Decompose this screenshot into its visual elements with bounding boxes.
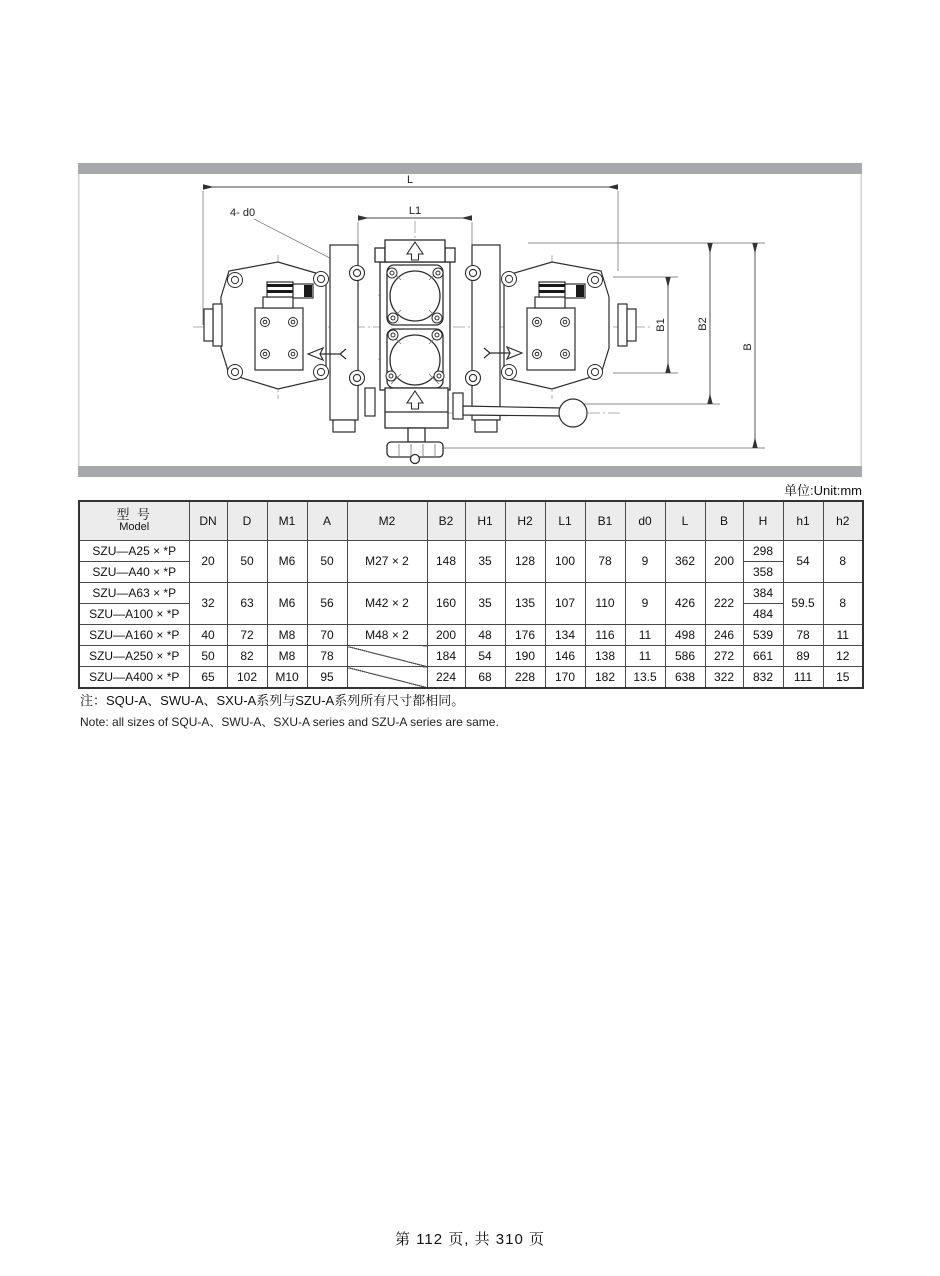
frame-top-bar	[78, 163, 862, 174]
table-row	[79, 583, 863, 604]
table-cell: 362	[665, 541, 705, 583]
col-header-h1: H1	[465, 501, 505, 541]
table-cell: 63	[227, 583, 267, 625]
dim-label-4d0: 4- d0	[230, 207, 256, 219]
table-cell: 200	[705, 541, 743, 583]
unit-label: 单位:Unit:mm	[783, 483, 862, 498]
page-number-footer: 第 112 页, 共 310 页	[395, 1231, 545, 1248]
table-cell: 224	[427, 667, 465, 689]
col-header-b2: B2	[427, 501, 465, 541]
table-cell: 135	[505, 583, 545, 625]
table-cell: 190	[505, 646, 545, 667]
table-cell: 8	[823, 583, 863, 625]
table-cell: 35	[465, 541, 505, 583]
table-cell: 832	[743, 667, 783, 689]
dim-label-b1: B1	[655, 318, 667, 332]
table-cell: 20	[189, 541, 227, 583]
table-cell: 9	[625, 583, 665, 625]
table-cell: 82	[227, 646, 267, 667]
table-cell: M48 × 2	[347, 625, 427, 646]
table-cell: 176	[505, 625, 545, 646]
col-header-h1s: h1	[783, 501, 823, 541]
model-cell: SZU—A25 × *P	[79, 541, 189, 562]
table-cell: 146	[545, 646, 585, 667]
model-header-en: Model	[119, 521, 150, 534]
table-cell: 11	[823, 625, 863, 646]
table-cell: M8	[267, 625, 307, 646]
table-cell: 128	[505, 541, 545, 583]
table-cell: 56	[307, 583, 347, 625]
right-filter-housing	[504, 262, 636, 389]
col-header-dn: DN	[189, 501, 227, 541]
col-header-l1: L1	[545, 501, 585, 541]
table-cell: 15	[823, 667, 863, 689]
model-cell: SZU—A250 × *P	[79, 646, 189, 667]
table-cell: 50	[189, 646, 227, 667]
table-cell: 12	[823, 646, 863, 667]
table-cell: 484	[743, 604, 783, 625]
table-cell: 50	[307, 541, 347, 583]
table-row	[79, 646, 863, 667]
m2-na-cell	[347, 646, 427, 667]
table-row	[79, 667, 863, 689]
table-cell: 59.5	[783, 583, 823, 625]
table-cell: M8	[267, 646, 307, 667]
dim-label-b: B	[742, 343, 754, 351]
table-cell: 89	[783, 646, 823, 667]
col-header-model	[79, 501, 189, 541]
col-header-l: L	[665, 501, 705, 541]
table-cell: 54	[783, 541, 823, 583]
table-cell: 200	[427, 625, 465, 646]
duplex-filter-outline-drawing	[78, 163, 862, 477]
col-header-m2: M2	[347, 501, 427, 541]
table-cell: 116	[585, 625, 625, 646]
table-cell: 9	[625, 541, 665, 583]
table-cell: 13.5	[625, 667, 665, 689]
frame-bottom-bar	[78, 466, 862, 477]
m2-na-cell	[347, 667, 427, 689]
col-header-h2: H2	[505, 501, 545, 541]
col-header-d0: d0	[625, 501, 665, 541]
table-cell: 426	[665, 583, 705, 625]
col-header-d: D	[227, 501, 267, 541]
table-cell: M42 × 2	[347, 583, 427, 625]
col-header-b1: B1	[585, 501, 625, 541]
table-cell: 78	[783, 625, 823, 646]
table-cell: 35	[465, 583, 505, 625]
table-cell: 40	[189, 625, 227, 646]
table-cell: 160	[427, 583, 465, 625]
table-cell: M6	[267, 583, 307, 625]
header-row	[79, 501, 863, 541]
col-header-h2s: h2	[823, 501, 863, 541]
table-cell: M6	[267, 541, 307, 583]
technical-drawing	[78, 163, 862, 477]
table-cell: 384	[743, 583, 783, 604]
model-cell: SZU—A63 × *P	[79, 583, 189, 604]
table-cell: 111	[783, 667, 823, 689]
table-row	[79, 625, 863, 646]
table-cell: 134	[545, 625, 585, 646]
dim-label-b2: B2	[697, 317, 709, 331]
table-cell: 102	[227, 667, 267, 689]
table-cell: 661	[743, 646, 783, 667]
table-cell: 72	[227, 625, 267, 646]
table-cell: 110	[585, 583, 625, 625]
frame-right-border	[861, 174, 863, 466]
table-cell: 95	[307, 667, 347, 689]
table-cell: 298	[743, 541, 783, 562]
dim-label-l: L	[406, 174, 414, 186]
table-cell: 70	[307, 625, 347, 646]
table-cell: 182	[585, 667, 625, 689]
table-cell: 638	[665, 667, 705, 689]
model-cell: SZU—A100 × *P	[79, 604, 189, 625]
table-cell: 586	[665, 646, 705, 667]
table-cell: 100	[545, 541, 585, 583]
col-header-m1: M1	[267, 501, 307, 541]
table-cell: 11	[625, 625, 665, 646]
frame-left-border	[78, 174, 80, 466]
table-cell: 78	[307, 646, 347, 667]
col-header-b: B	[705, 501, 743, 541]
table-cell: 246	[705, 625, 743, 646]
table-cell: 498	[665, 625, 705, 646]
table-cell: 54	[465, 646, 505, 667]
table-cell: 65	[189, 667, 227, 689]
table-cell: 8	[823, 541, 863, 583]
col-header-h: H	[743, 501, 783, 541]
table-cell: 184	[427, 646, 465, 667]
note-english: Note: all sizes of SQU-A、SWU-A、SXU-A series and SZU-A series are same.	[80, 715, 499, 729]
table-cell: 170	[545, 667, 585, 689]
model-cell: SZU—A40 × *P	[79, 562, 189, 583]
table-cell: 11	[625, 646, 665, 667]
note-chinese: 注：SQU-A、SWU-A、SXU-A系列与SZU-A系列所有尺寸都相同。	[80, 693, 465, 708]
table-cell: 228	[505, 667, 545, 689]
model-header-cn: 型 号	[116, 507, 153, 523]
table-cell: 32	[189, 583, 227, 625]
table-cell: 107	[545, 583, 585, 625]
model-cell: SZU—A160 × *P	[79, 625, 189, 646]
table-cell: 222	[705, 583, 743, 625]
table-cell: 539	[743, 625, 783, 646]
table-cell: 148	[427, 541, 465, 583]
table-cell: 78	[585, 541, 625, 583]
notes-block	[80, 690, 780, 730]
table-cell: M27 × 2	[347, 541, 427, 583]
table-cell: 138	[585, 646, 625, 667]
table-cell: 272	[705, 646, 743, 667]
table-cell: 48	[465, 625, 505, 646]
col-header-a: A	[307, 501, 347, 541]
dimension-table	[78, 500, 864, 689]
table-row	[79, 541, 863, 562]
table-cell: 358	[743, 562, 783, 583]
model-cell: SZU—A400 × *P	[79, 667, 189, 689]
table-cell: M10	[267, 667, 307, 689]
table-cell: 68	[465, 667, 505, 689]
table-cell: 322	[705, 667, 743, 689]
dim-label-l1: L1	[408, 205, 422, 217]
table-cell: 50	[227, 541, 267, 583]
